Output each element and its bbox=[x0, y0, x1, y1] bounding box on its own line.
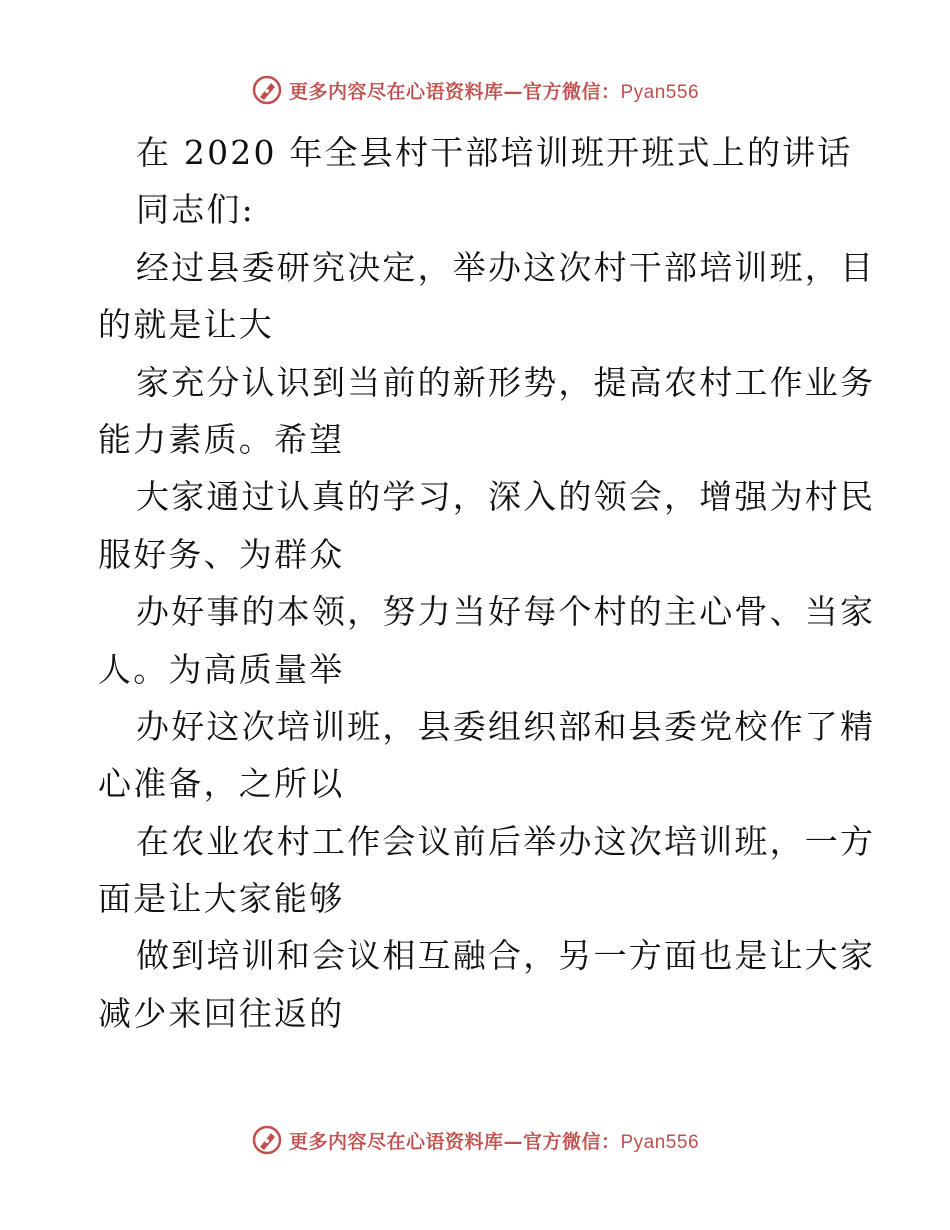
paragraph-line: 办好这次培训班，县委组织部和县委党校作了精 bbox=[136, 706, 876, 746]
wechat-id: Pyan556 bbox=[620, 81, 700, 103]
paragraph-line: 面是让大家能够 bbox=[98, 879, 345, 919]
document-body bbox=[98, 124, 876, 1042]
paragraph-line: 在农业农村工作会议前后举办这次培训班，一方 bbox=[136, 821, 876, 861]
salutation: 同志们: bbox=[136, 190, 255, 230]
banner-text: 更多内容尽在心语资料库—官方微信：Pyan556 bbox=[288, 80, 700, 103]
pen-nib-circle-icon bbox=[251, 74, 283, 106]
paragraph-line: 服好务、为群众 bbox=[98, 534, 345, 574]
paragraph-line: 的就是让大 bbox=[98, 305, 274, 345]
paragraph-line: 能力素质。希望 bbox=[98, 419, 345, 459]
paragraph-line: 心准备，之所以 bbox=[98, 764, 345, 804]
document-title: 在 2020 年全县村干部培训班开班式上的讲话 bbox=[136, 133, 853, 172]
paragraph-line: 家充分认识到当前的新形势，提高农村工作业务 bbox=[136, 362, 876, 402]
paragraph-line: 减少来回往返的 bbox=[98, 993, 345, 1033]
paragraph-line: 人。为高质量举 bbox=[98, 649, 345, 689]
paragraph-line: 大家通过认真的学习，深入的领会，增强为村民 bbox=[136, 477, 876, 517]
header-banner bbox=[0, 70, 950, 110]
pen-nib-circle-icon bbox=[251, 1124, 283, 1156]
paragraph-line: 经过县委研究决定，举办这次村干部培训班，目 bbox=[136, 247, 876, 287]
wechat-id: Pyan556 bbox=[620, 1131, 700, 1153]
paragraph-line: 做到培训和会议相互融合，另一方面也是让大家 bbox=[136, 936, 876, 976]
paragraph-line: 办好事的本领，努力当好每个村的主心骨、当家 bbox=[136, 592, 876, 632]
footer-banner bbox=[0, 1120, 950, 1160]
banner-text: 更多内容尽在心语资料库—官方微信：Pyan556 bbox=[288, 1130, 700, 1153]
